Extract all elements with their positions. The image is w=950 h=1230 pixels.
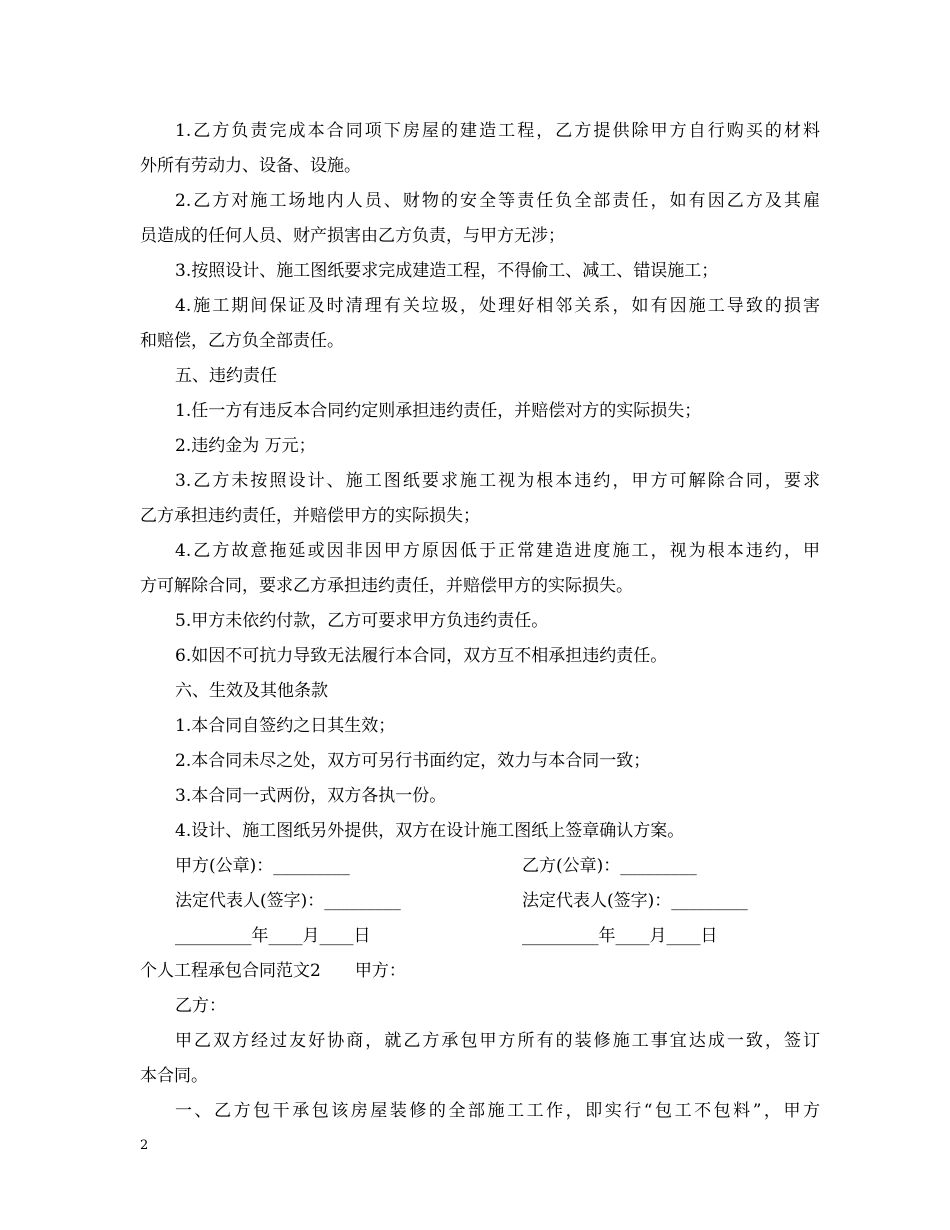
clause-b4-line2: 和赔偿，乙方负全部责任。 xyxy=(140,331,344,351)
breach-clause-3-line2: 乙方承担违约责任，并赔偿甲方的实际损失； xyxy=(140,506,480,526)
section-heading-effectiveness: 六、生效及其他条款 xyxy=(175,681,328,701)
effect-clause-1: 1.本合同自签约之日其生效； xyxy=(175,716,396,736)
party-b-representative: 法定代表人(签字)：_________ xyxy=(522,891,748,911)
contract-2-intro-line1: 甲乙双方经过友好协商，就乙方承包甲方所有的装修施工事宜达成一致，签订 xyxy=(175,1031,820,1051)
contract-2-party-b: 乙方： xyxy=(175,996,226,1016)
breach-clause-1: 1.任一方有违反本合同约定则承担违约责任，并赔偿对方的实际损失； xyxy=(175,401,702,421)
party-b-date: _________年____月____日 xyxy=(522,926,718,946)
contract-2-clause-1: 一、乙方包干承包该房屋装修的全部施工工作，即实行“包工不包料”，甲方 xyxy=(175,1101,820,1121)
party-a-date: _________年____月____日 xyxy=(175,926,371,946)
clause-b1-line1: 1.乙方负责完成本合同项下房屋的建造工程，乙方提供除甲方自行购买的材料 xyxy=(175,121,820,141)
contract-2-intro-line2: 本合同。 xyxy=(140,1066,208,1086)
breach-clause-3-line1: 3.乙方未按照设计、施工图纸要求施工视为根本违约，甲方可解除合同，要求 xyxy=(175,471,820,491)
party-a-representative: 法定代表人(签字)：_________ xyxy=(175,891,401,911)
party-b-seal: 乙方(公章)：_________ xyxy=(522,856,697,876)
party-a-seal: 甲方(公章)：_________ xyxy=(175,856,350,876)
clause-b4-line1: 4.施工期间保证及时清理有关垃圾，处理好相邻关系，如有因施工导致的损害 xyxy=(175,296,820,316)
section-heading-breach: 五、违约责任 xyxy=(175,366,277,386)
breach-clause-4-line1: 4.乙方故意拖延或因非因甲方原因低于正常建造进度施工，视为根本违约，甲 xyxy=(175,541,820,561)
breach-clause-4-line2: 方可解除合同，要求乙方承担违约责任，并赔偿甲方的实际损失。 xyxy=(140,576,633,596)
effect-clause-2: 2.本合同未尽之处，双方可另行书面约定，效力与本合同一致； xyxy=(175,751,651,771)
clause-b1-line2: 外所有劳动力、设备、设施。 xyxy=(140,156,361,176)
effect-clause-3: 3.本合同一式两份，双方各执一份。 xyxy=(175,786,447,806)
breach-clause-6: 6.如因不可抗力导致无法履行本合同，双方互不相承担违约责任。 xyxy=(175,646,668,666)
effect-clause-4: 4.设计、施工图纸另外提供，双方在设计施工图纸上签章确认方案。 xyxy=(175,821,685,841)
breach-clause-2: 2.违约金为 万元； xyxy=(175,436,316,456)
contract-2-title: 个人工程承包合同范文2 甲方： xyxy=(140,961,406,981)
breach-clause-5: 5.甲方未依约付款，乙方可要求甲方负违约责任。 xyxy=(175,611,549,631)
clause-b2-line1: 2.乙方对施工场地内人员、财物的安全等责任负全部责任，如有因乙方及其雇 xyxy=(175,191,820,211)
page-number: 2 xyxy=(140,1138,149,1153)
clause-b3: 3.按照设计、施工图纸要求完成建造工程，不得偷工、减工、错误施工； xyxy=(175,261,719,281)
clause-b2-line2: 员造成的任何人员、财产损害由乙方负责，与甲方无涉； xyxy=(140,226,565,246)
